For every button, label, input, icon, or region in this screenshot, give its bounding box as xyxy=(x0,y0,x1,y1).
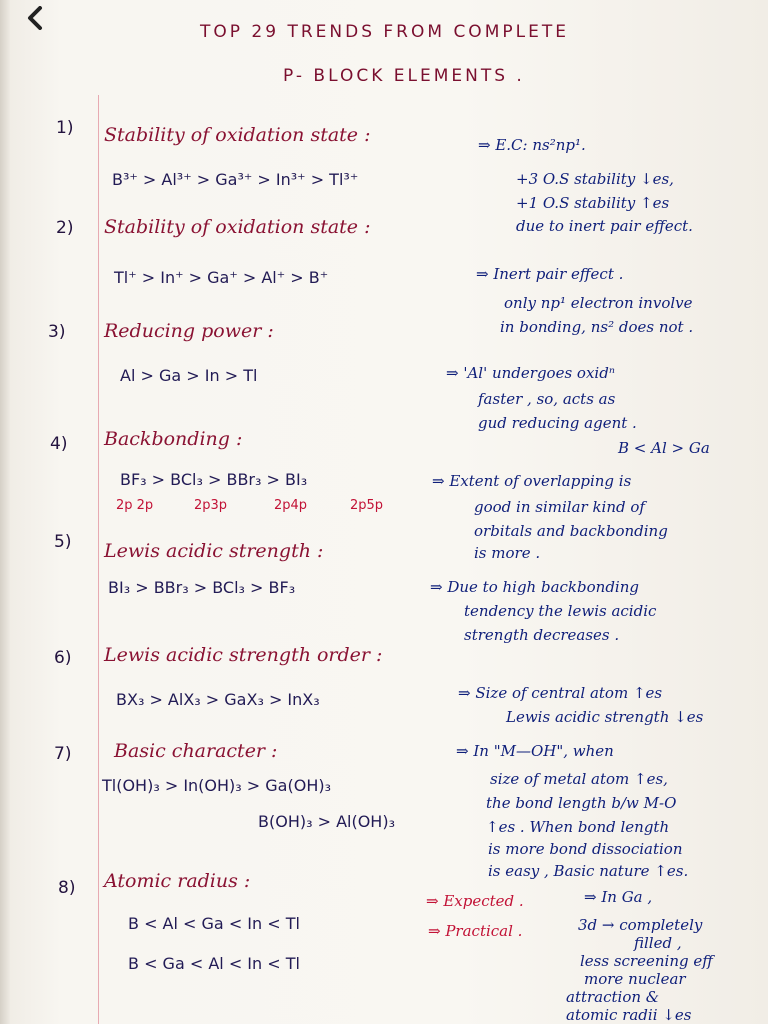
section-6-note-1: ⇒ Size of central atom ↑es xyxy=(458,684,663,702)
section-8-note-2: 3d → completely xyxy=(578,916,703,934)
section-4-note-2: good in similar kind of xyxy=(474,498,645,516)
section-3-note-4: B < Al > Ga xyxy=(618,439,710,457)
section-8-note-3: filled , xyxy=(634,934,682,952)
section-7-heading: Basic character : xyxy=(114,740,278,762)
section-7-note-3: the bond length b/w M-O xyxy=(486,794,677,812)
section-1-note-1: ⇒ E.C: ns²np¹. xyxy=(478,136,586,154)
section-1-heading: Stability of oxidation state : xyxy=(104,124,371,146)
section-4-note-4: is more . xyxy=(474,544,541,562)
section-2-note-3: in bonding, ns² does not . xyxy=(500,318,694,336)
section-8-equation-1: B < Al < Ga < In < Tl xyxy=(128,914,300,933)
title-line-1: TOP 29 TRENDS FROM COMPLETE xyxy=(200,22,569,42)
section-6-equation: BX₃ > AlX₃ > GaX₃ > InX₃ xyxy=(116,690,320,709)
section-5-heading: Lewis acidic strength : xyxy=(104,540,324,562)
section-6-heading: Lewis acidic strength order : xyxy=(104,644,383,666)
section-2-heading: Stability of oxidation state : xyxy=(104,216,371,238)
expected-tag: ⇒ Expected . xyxy=(426,892,524,910)
section-3-heading: Reducing power : xyxy=(104,320,274,342)
section-7-note-1: ⇒ In "M—OH", when xyxy=(456,742,614,760)
section-7-note-4: ↑es . When bond length xyxy=(486,818,670,836)
section-5-note-1: ⇒ Due to high backbonding xyxy=(430,578,639,596)
section-4-equation: BF₃ > BCl₃ > BBr₃ > BI₃ xyxy=(120,470,308,489)
margin-line xyxy=(98,95,99,1024)
section-5-note-2: tendency the lewis acidic xyxy=(464,602,657,620)
section-1-note-4: due to inert pair effect. xyxy=(516,217,693,235)
page-binding xyxy=(0,0,10,1024)
title-line-2: P- BLOCK ELEMENTS . xyxy=(283,66,525,86)
section-7-note-5: is more bond dissociation xyxy=(488,840,683,858)
section-4-orbital-3: 2p4p xyxy=(274,498,308,513)
section-8-note-4: less screening eff xyxy=(580,952,713,970)
section-5-note-3: strength decreases . xyxy=(464,626,620,644)
section-8-note-5: more nuclear xyxy=(584,970,686,988)
back-arrow-icon[interactable] xyxy=(26,6,66,30)
section-3-note-2: faster , so, acts as xyxy=(478,390,616,408)
section-2-number: 2) xyxy=(56,218,74,238)
section-5-equation: BI₃ > BBr₃ > BCl₃ > BF₃ xyxy=(108,578,296,597)
section-8-note-7: atomic radii ↓es xyxy=(566,1006,692,1024)
section-2-note-2: only np¹ electron involve xyxy=(504,294,693,312)
section-7-note-2: size of metal atom ↑es, xyxy=(490,770,668,788)
section-7-equation-1: Tl(OH)₃ > In(OH)₃ > Ga(OH)₃ xyxy=(102,776,332,795)
section-4-orbital-1: 2p 2p xyxy=(116,498,154,513)
section-6-note-2: Lewis acidic strength ↓es xyxy=(506,708,704,726)
section-1-note-3: +1 O.S stability ↑es xyxy=(516,194,670,212)
section-2-equation: Tl⁺ > In⁺ > Ga⁺ > Al⁺ > B⁺ xyxy=(114,268,329,287)
section-1-number: 1) xyxy=(56,118,74,138)
section-8-equation-2: B < Ga < Al < In < Tl xyxy=(128,954,300,973)
section-4-heading: Backbonding : xyxy=(104,428,243,450)
section-2-note-1: ⇒ Inert pair effect . xyxy=(476,265,624,283)
section-3-equation: Al > Ga > In > Tl xyxy=(120,366,258,385)
section-4-note-1: ⇒ Extent of overlapping is xyxy=(432,472,632,490)
section-8-number: 8) xyxy=(58,878,76,898)
section-6-number: 6) xyxy=(54,648,72,668)
section-4-note-3: orbitals and backbonding xyxy=(474,522,668,540)
section-8-heading: Atomic radius : xyxy=(104,870,251,892)
section-4-orbital-4: 2p5p xyxy=(350,498,384,513)
section-3-note-3: gud reducing agent . xyxy=(478,414,637,432)
section-4-number: 4) xyxy=(50,434,68,454)
section-1-note-2: +3 O.S stability ↓es, xyxy=(516,170,674,188)
section-8-note-1: ⇒ In Ga , xyxy=(584,888,653,906)
section-1-equation: B³⁺ > Al³⁺ > Ga³⁺ > In³⁺ > Tl³⁺ xyxy=(112,170,359,189)
section-7-number: 7) xyxy=(54,744,72,764)
section-5-number: 5) xyxy=(54,532,72,552)
section-3-number: 3) xyxy=(48,322,66,342)
section-7-equation-2: B(OH)₃ > Al(OH)₃ xyxy=(258,812,395,831)
section-7-note-6: is easy , Basic nature ↑es. xyxy=(488,862,689,880)
section-8-note-6: attraction & xyxy=(566,988,660,1006)
section-4-orbital-2: 2p3p xyxy=(194,498,228,513)
practical-tag: ⇒ Practical . xyxy=(428,922,523,940)
section-3-note-1: ⇒ 'Al' undergoes oxidⁿ xyxy=(446,364,615,382)
